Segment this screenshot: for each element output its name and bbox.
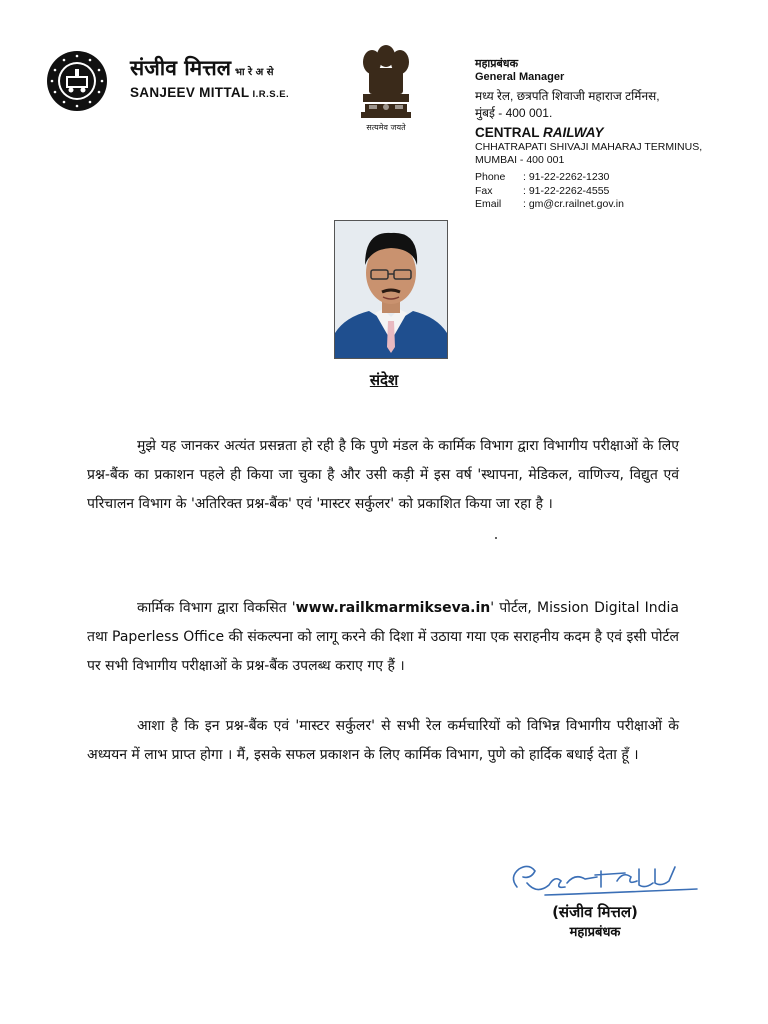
sender-service-hindi: भा रे अ से <box>234 67 274 78</box>
signatory-title: महाप्रबंधक <box>569 925 621 940</box>
message-heading: संदेश <box>369 371 399 389</box>
contact-phone-value: : 91-22-2262-1230 <box>523 171 610 183</box>
address-hindi-line1: मध्य रेल, छत्रपति शिवाजी महाराज टर्मिनस, <box>475 89 660 103</box>
signatory-name: (संजीव मित्तल) <box>552 903 638 921</box>
portrait-illustration <box>335 221 447 358</box>
indian-railways-emblem-icon <box>46 50 108 112</box>
contact-phone <box>475 171 760 185</box>
letterhead-address <box>475 58 760 212</box>
contact-details <box>475 171 760 212</box>
contact-email <box>475 198 760 212</box>
contact-fax <box>475 185 760 199</box>
portal-link[interactable]: www.railkmarmikseva.in <box>295 600 491 616</box>
address-english-line2: MUMBAI - 400 001 <box>475 154 565 166</box>
address-english-line1: CHHATRAPATI SHIVAJI MAHARAJ TERMINUS, <box>475 141 703 153</box>
message-paragraph-2 <box>87 594 679 681</box>
contact-email-label: Email <box>475 198 502 210</box>
contact-email-value: : gm@cr.railnet.gov.in <box>523 198 624 210</box>
national-emblem-motto: सत्यमेव जयते <box>366 123 406 132</box>
message-paragraph-3: आशा है कि इन प्रश्न-बैंक एवं 'मास्टर सर्कुलर' से सभी रेल कर्मचारियों को विभिन्न विभागीय परीक्षाओं के अध्ययन में लाभ प्राप्त होगा । मैं, इसके सफल प्रकाशन के लिए कार्मिक विभाग, पुणे को हार्दिक बधाई देता हूँ । <box>87 718 679 763</box>
contact-fax-value: : 91-22-2262-4555 <box>523 184 610 197</box>
paragraph-2-after-link: ' पोर्टल, Mission Digital India तथा Paperless Office की संकल्पना को लागू करने की दिशा में उठाया गया एक सराहनीय कदम है एवं इसी पोर्टल पर सभी विभागीय परीक्षाओं के प्रश्न-बैंक उपलब्ध कराए गए हैं । <box>87 600 679 674</box>
handwritten-signature-icon <box>505 855 705 907</box>
contact-fax-label: Fax <box>475 184 493 197</box>
ink-dot <box>495 537 497 539</box>
organization-name-part2: RAILWAY <box>543 125 604 140</box>
organization-name-part1: CENTRAL <box>475 125 544 140</box>
sender-name-hindi-text: संजीव मित्तल <box>130 56 231 80</box>
portrait-photo <box>334 220 448 359</box>
contact-phone-label: Phone <box>475 171 506 183</box>
organization-name <box>475 124 760 141</box>
sender-name-hindi <box>130 56 289 85</box>
designation-hindi: महाप्रबंधक <box>475 58 519 70</box>
address-hindi-line2: मुंबई - 400 001. <box>475 106 553 120</box>
sender-name-english-text: SANJEEV MITTAL <box>130 85 250 100</box>
sender-name-block <box>130 56 289 103</box>
sender-name-english <box>130 85 289 103</box>
paragraph-2-before-link: कार्मिक विभाग द्वारा विकसित ' <box>137 600 296 616</box>
message-paragraph-1: मुझे यह जानकर अत्यंत प्रसन्नता हो रही है कि पुणे मंडल के कार्मिक विभाग द्वारा विभागीय परीक्षाओं के लिए प्रश्न-बैंक का प्रकाशन पहले ही किया जा चुका है और उसी कड़ी में इस वर्ष 'स्थापना, मेडिकल, वाणिज्य, विद्युत एवं परिचालन विभाग के 'अतिरिक्त प्रश्न-बैंक' एवं 'मास्टर सर्कुलर' को प्रकाशित किया जा रहा है । <box>87 438 679 512</box>
sender-service-english: I.R.S.E. <box>252 89 290 100</box>
designation-english: General Manager <box>475 71 565 83</box>
